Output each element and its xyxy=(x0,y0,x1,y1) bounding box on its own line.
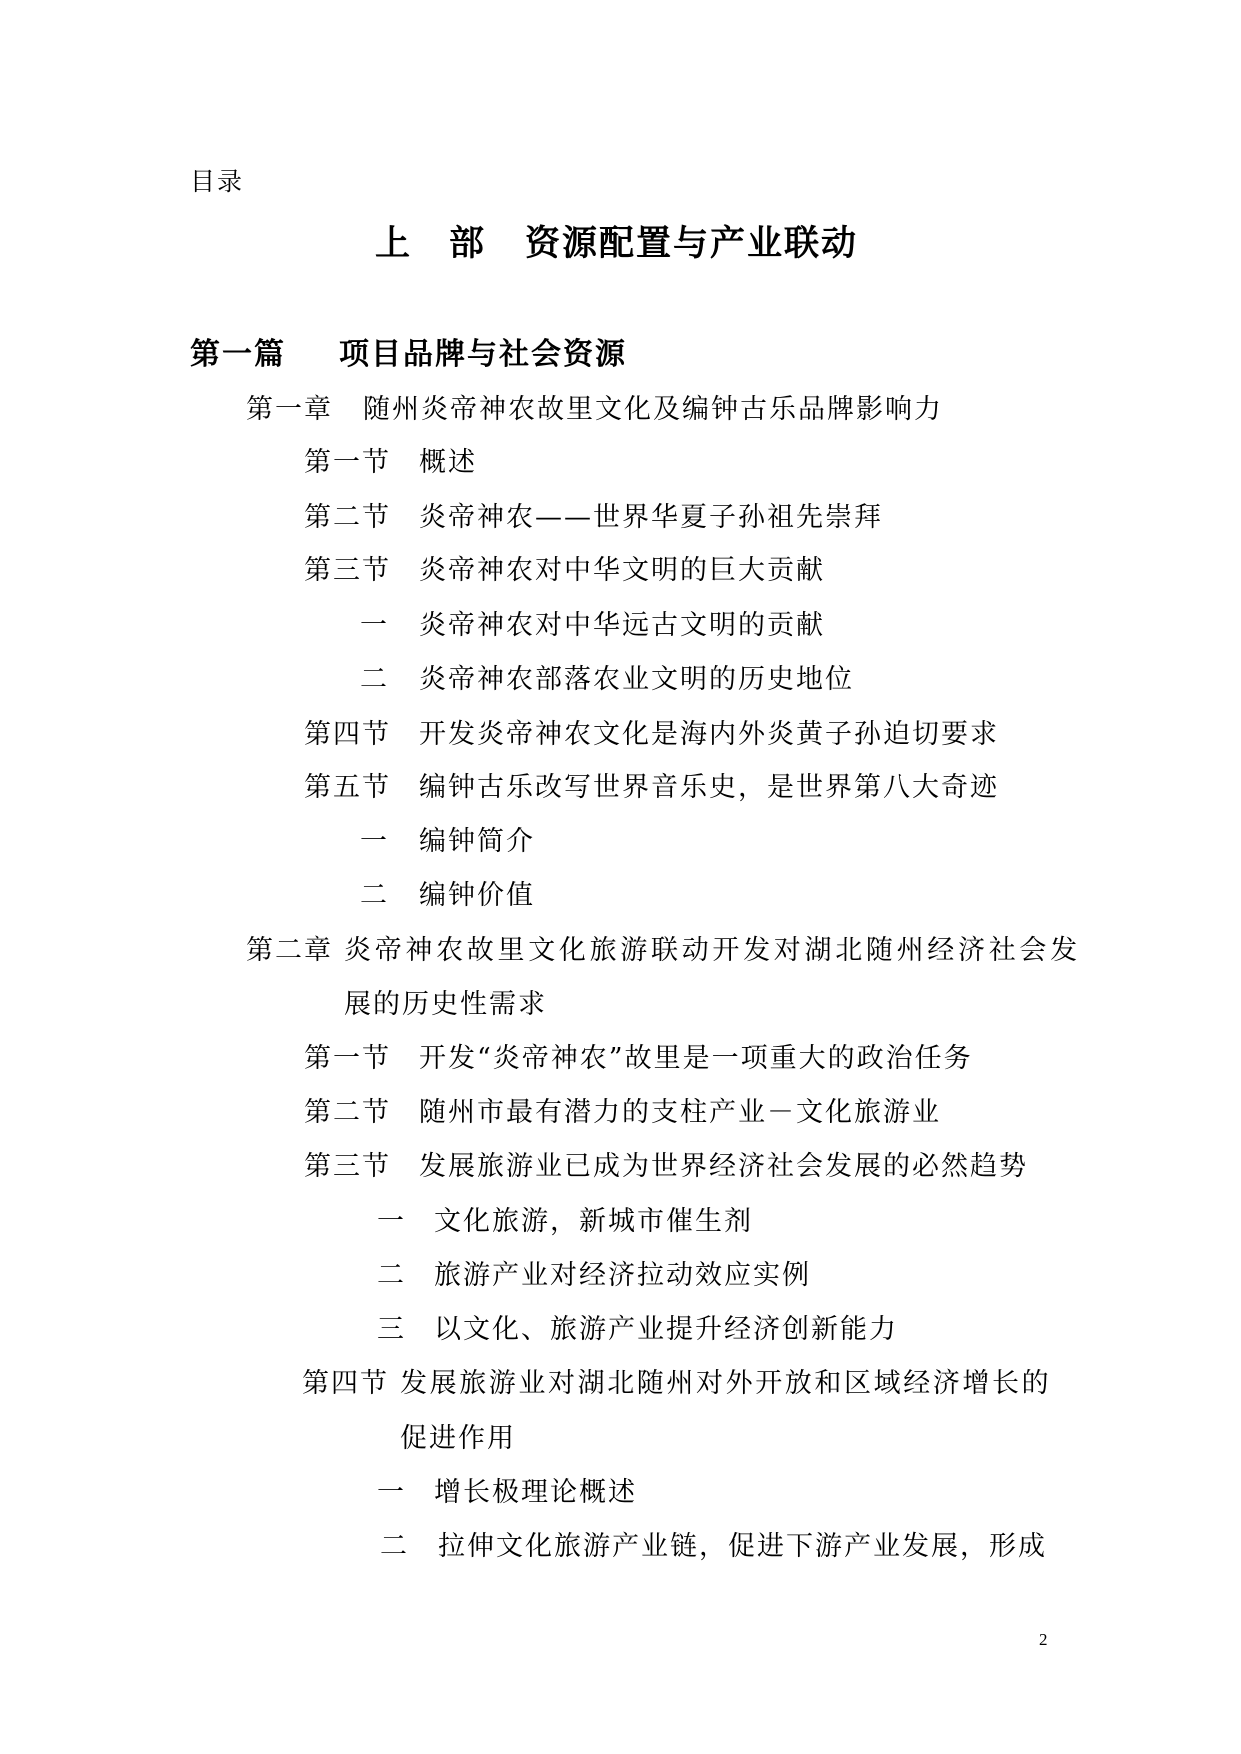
toc-section xyxy=(0,718,1241,752)
toc-entry-number: 第三节 xyxy=(304,1151,391,1182)
toc-section xyxy=(0,771,1241,805)
toc-entry-number: 二 xyxy=(377,1260,406,1291)
toc-section xyxy=(0,446,1241,480)
toc-entry-title: 炎帝神农故里文化旅游联动开发对湖北随州经济社会发 xyxy=(344,935,1081,966)
toc-entry-continuation xyxy=(0,988,1241,1022)
toc-entry-title: 以文化、旅游产业提升经济创新能力 xyxy=(434,1314,898,1345)
part-title-text: 资源配置与产业联动 xyxy=(525,224,859,264)
volume-title xyxy=(0,336,1241,374)
toc-entry-title: 旅游产业对经济拉动效应实例 xyxy=(434,1260,811,1291)
volume-title-label: 第一篇 xyxy=(190,337,286,372)
toc-entry-title: 炎帝神农部落农业文明的历史地位 xyxy=(419,664,854,695)
toc-entry-title: 发展旅游业对湖北随州对外开放和区域经济增长的 xyxy=(400,1368,1052,1399)
toc-entry-number: 第四节 xyxy=(302,1368,389,1399)
toc-entry-title: 编钟简介 xyxy=(419,826,535,857)
toc-entry-title-continued: 促进作用 xyxy=(400,1423,516,1454)
toc-entry-number: 第三节 xyxy=(304,555,391,586)
part-title-label: 上 部 xyxy=(375,224,487,264)
toc-entry-title: 编钟价值 xyxy=(419,880,535,911)
toc-entry-number: 三 xyxy=(377,1314,406,1345)
toc-entry-title: 发展旅游业已成为世界经济社会发展的必然趋势 xyxy=(419,1151,1028,1182)
part-title xyxy=(0,222,1241,266)
toc-entry-title: 文化旅游，新城市催生剂 xyxy=(434,1206,753,1237)
toc-chapter xyxy=(0,393,1241,427)
toc-entry-title-continued: 展的历史性需求 xyxy=(344,989,547,1020)
toc-entry-number: 第二节 xyxy=(304,1097,391,1128)
toc-entry-title: 随州市最有潜力的支柱产业－文化旅游业 xyxy=(419,1097,941,1128)
toc-entry-title: 增长极理论概述 xyxy=(434,1477,637,1508)
volume-title-text: 项目品牌与社会资源 xyxy=(339,337,627,372)
toc-entry-title: 炎帝神农对中华远古文明的贡献 xyxy=(419,610,825,641)
toc-entry-title: 开发“炎帝神农”故里是一项重大的政治任务 xyxy=(419,1043,973,1074)
toc-section xyxy=(0,501,1241,535)
toc-section xyxy=(0,1367,1241,1401)
toc-entry-title: 炎帝神农——世界华夏子孙祖先崇拜 xyxy=(419,502,883,533)
toc-subsection xyxy=(0,825,1241,859)
toc-section xyxy=(0,1042,1241,1076)
toc-entry-number: 第二节 xyxy=(304,502,391,533)
toc-entry-number: 二 xyxy=(380,1531,409,1562)
toc-entry-number: 一 xyxy=(377,1477,406,1508)
toc-entry-title: 概述 xyxy=(419,447,477,478)
toc-subsection xyxy=(0,1259,1241,1293)
toc-entry-number: 第一章 xyxy=(246,394,333,425)
toc-subsection xyxy=(0,1530,1241,1564)
toc-section xyxy=(0,1096,1241,1130)
toc-entry-number: 二 xyxy=(360,664,389,695)
page-number: 2 xyxy=(1039,1630,1048,1649)
toc-section xyxy=(0,554,1241,588)
toc-subsection xyxy=(0,1476,1241,1510)
toc-section xyxy=(0,1150,1241,1184)
toc-heading: 目录 xyxy=(190,167,245,196)
toc-subsection xyxy=(0,663,1241,697)
toc-entry-number: 二 xyxy=(360,880,389,911)
toc-subsection xyxy=(0,1313,1241,1347)
toc-entry-title: 编钟古乐改写世界音乐史，是世界第八大奇迹 xyxy=(419,772,999,803)
toc-entry-continuation xyxy=(0,1422,1241,1456)
toc-entry-number: 第二章 xyxy=(246,935,333,966)
toc-subsection xyxy=(0,879,1241,913)
toc-entry-number: 第一节 xyxy=(304,1043,391,1074)
toc-entry-number: 第一节 xyxy=(304,447,391,478)
toc-entry-title: 炎帝神农对中华文明的巨大贡献 xyxy=(419,555,825,586)
toc-entry-number: 一 xyxy=(360,610,389,641)
toc-entry-number: 一 xyxy=(360,826,389,857)
toc-entry-number: 一 xyxy=(377,1206,406,1237)
toc-entry-title: 随州炎帝神农故里文化及编钟古乐品牌影响力 xyxy=(363,394,943,425)
toc-entry-number: 第五节 xyxy=(304,772,391,803)
toc-entry-title: 开发炎帝神农文化是海内外炎黄子孙迫切要求 xyxy=(419,719,999,750)
toc-chapter xyxy=(0,934,1241,968)
toc-entry-title: 拉伸文化旅游产业链，促进下游产业发展，形成 xyxy=(438,1531,1047,1562)
toc-subsection xyxy=(0,1205,1241,1239)
toc-subsection xyxy=(0,609,1241,643)
toc-entry-number: 第四节 xyxy=(304,719,391,750)
